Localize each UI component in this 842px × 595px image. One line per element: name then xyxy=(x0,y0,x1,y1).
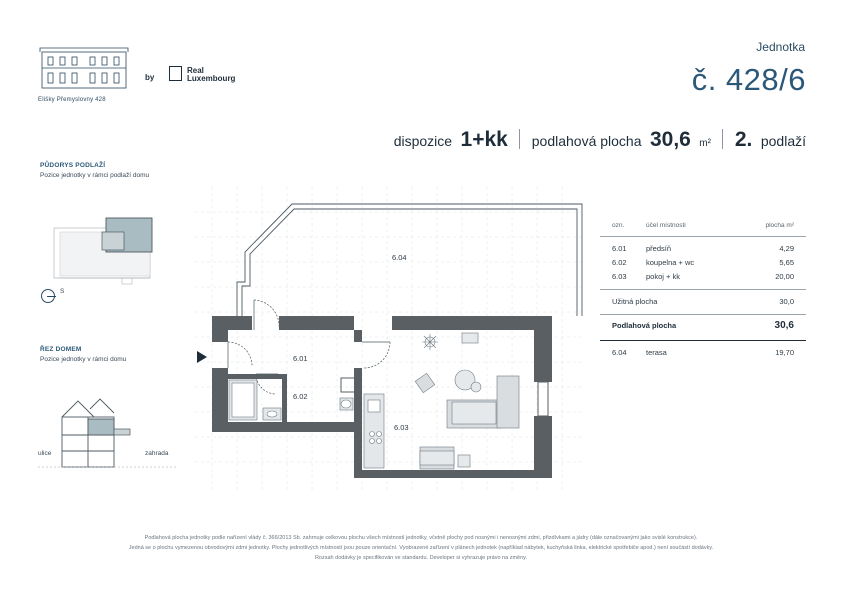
living-furniture xyxy=(415,333,519,469)
row-code: 6.02 xyxy=(612,258,627,267)
plocha-label: podlahová plocha xyxy=(531,133,642,149)
floor-area-label: Podlahová plocha xyxy=(612,321,677,330)
room-label-room: 6.03 xyxy=(394,423,409,432)
table-divider xyxy=(600,340,806,341)
plant-icon xyxy=(422,334,438,350)
section-subtitle: Pozice jednotky v rámci domu xyxy=(40,356,127,363)
terrace-outline xyxy=(237,204,582,316)
usable-area-label: Užitná plocha xyxy=(612,297,658,306)
terrace-row xyxy=(612,348,794,360)
table-divider xyxy=(600,236,806,237)
floorplan-subtitle: Pozice jednotky v rámci podlaží domu xyxy=(40,172,150,179)
floorplan-title: PŮDORYS PODLAŽÍ xyxy=(40,162,106,169)
terrace-purpose: terasa xyxy=(646,348,667,357)
table-divider xyxy=(600,289,806,290)
row-area: 4,29 xyxy=(779,244,794,253)
table-row xyxy=(612,272,794,284)
floor-area-value: 30,6 xyxy=(774,320,794,331)
floor-value: 2. xyxy=(734,128,753,151)
header-area: plocha m² xyxy=(765,222,794,229)
table-header xyxy=(612,222,794,234)
entrance-arrow-icon xyxy=(197,351,207,363)
dispozice-value: 1+kk xyxy=(460,128,508,151)
table-row xyxy=(612,258,794,270)
row-area: 5,65 xyxy=(779,258,794,267)
room-label-terrace: 6.04 xyxy=(392,253,407,262)
row-code: 6.03 xyxy=(612,272,627,281)
table-row xyxy=(612,244,794,256)
building-name: Elišky Přemyslovny 428 xyxy=(38,97,106,103)
by-label: by xyxy=(145,73,155,82)
plan-grid xyxy=(195,187,582,492)
dispozice-label: dispozice xyxy=(393,133,453,149)
partner-name-line1: Real xyxy=(187,66,204,75)
usable-area-value: 30,0 xyxy=(779,297,794,306)
usable-area-row xyxy=(612,297,794,309)
footer-line-3: Rozsah dodávky je specifikován ve standardu. Developer si vyhrazuje právo na změny. xyxy=(314,555,528,561)
compass-label: S xyxy=(60,288,65,295)
row-area: 20,00 xyxy=(775,272,794,281)
street-label: ulice xyxy=(38,450,52,457)
header-purpose: účel místnosti xyxy=(646,222,686,229)
kitchen-unit xyxy=(364,394,384,468)
header-code: ozn. xyxy=(612,222,625,229)
plocha-value: 30,6 xyxy=(649,128,691,151)
room-label-bath: 6.02 xyxy=(293,392,308,401)
unit-number: č. 428/6 xyxy=(691,62,806,97)
row-purpose: předsíň xyxy=(646,244,672,253)
room-label-hall: 6.01 xyxy=(293,354,308,363)
floor-area-row xyxy=(612,321,794,333)
bathroom-fixtures xyxy=(229,380,353,420)
terrace-area: 19,70 xyxy=(775,348,794,357)
footer-line-2: Jedná se o plochu vymezenou obvodovými zdmi jednotky. Plochy jednotlivých místností jsou pouze orientační. Vyobrazené zařízení v plánech jednotek (například nábytek, kuchyňská linka, elektrické spotřebiče apod.) není součástí dodávky. xyxy=(128,545,714,551)
partner-name-line2: Luxembourg xyxy=(187,74,236,83)
row-purpose: koupelna + wc xyxy=(646,258,695,267)
section-title: ŘEZ DOMEM xyxy=(40,346,82,353)
footer-line-1: Podlahová plocha jednotky podle nařízení vlády č. 366/2013 Sb. zahrnuje celkovou plochu všech místností jednotky, včetně plochy pod nosnými i nenosnými zdmi, přizdívkami a jádry (dále označovanými jako svislé konstrukce). xyxy=(144,535,698,541)
terrace-code: 6.04 xyxy=(612,348,627,357)
row-purpose: pokoj + kk xyxy=(646,272,680,281)
garden-label: zahrada xyxy=(145,450,169,457)
unit-label: Jednotka xyxy=(756,40,805,54)
plocha-unit: m² xyxy=(699,138,711,149)
floor-label: podlaží xyxy=(760,133,806,149)
table-divider xyxy=(600,314,806,315)
row-code: 6.01 xyxy=(612,244,627,253)
